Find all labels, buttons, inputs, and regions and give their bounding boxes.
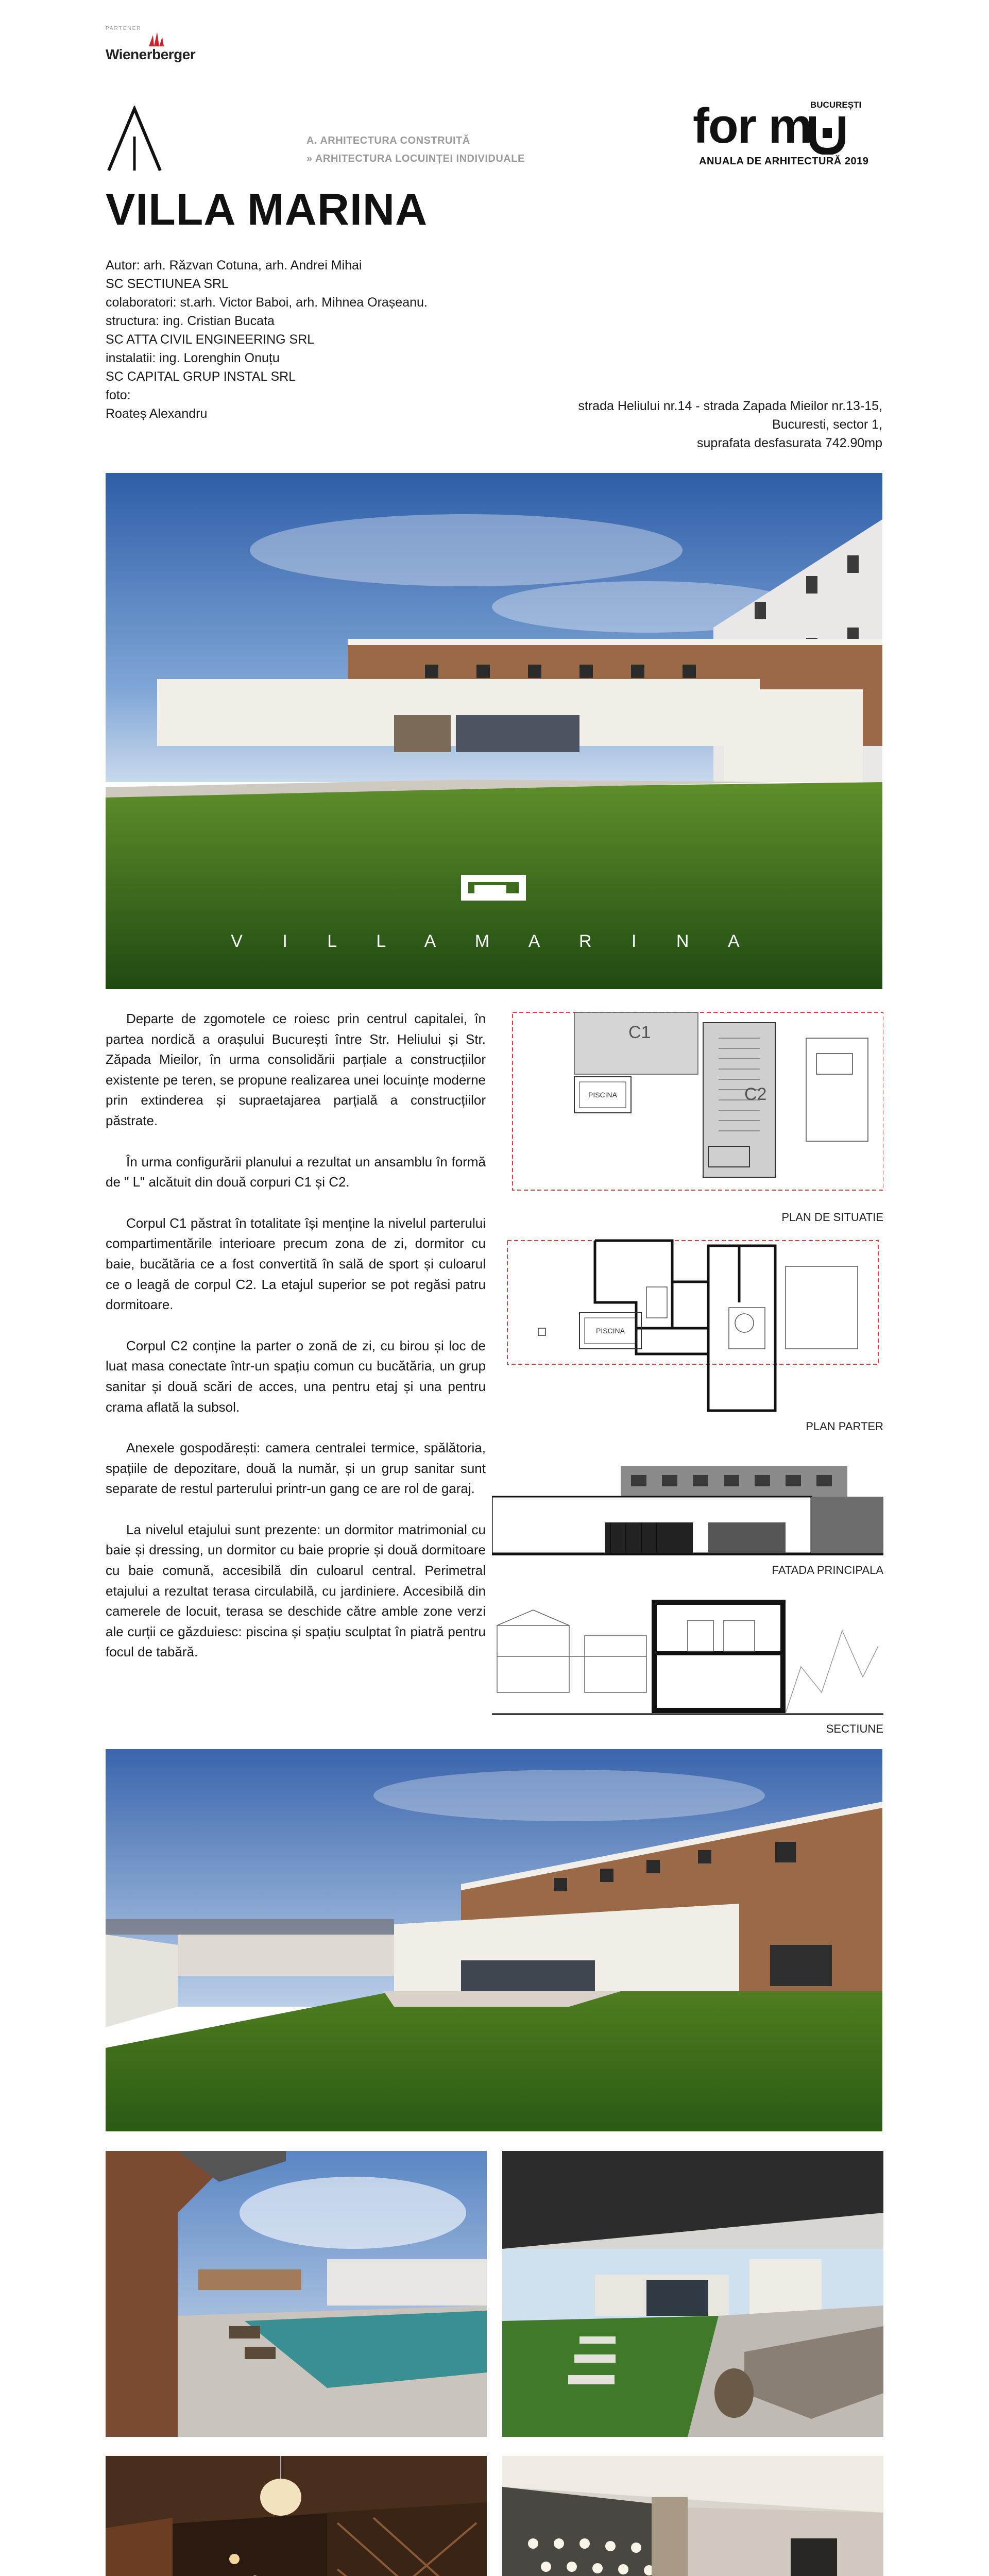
site-plan-drawing bbox=[502, 1007, 883, 1224]
facade-label: FATADA PRINCIPALA bbox=[772, 1564, 883, 1577]
site-c2-label: C2 bbox=[744, 1084, 767, 1104]
credit-line: colaboratori: st.arh. Victor Baboi, arh. Mihnea Orașeanu. bbox=[106, 295, 428, 310]
address-line: Bucuresti, sector 1, bbox=[772, 417, 882, 432]
address-line: suprafata desfasurata 742.90mp bbox=[697, 436, 882, 450]
credit-line: Roateș Alexandru bbox=[106, 406, 208, 421]
credit-line: structura: ing. Cristian Bucata bbox=[106, 314, 275, 328]
credits-block bbox=[106, 256, 518, 423]
facade-drawing bbox=[492, 1461, 883, 1584]
credit-line: instalatii: ing. Lorenghin Onuțu bbox=[106, 351, 280, 365]
site-plan-label: PLAN DE SITUATIE bbox=[781, 1211, 883, 1224]
address-line: strada Heliului nr.14 - strada Zapada Mieilor nr.13-15, bbox=[578, 399, 882, 413]
description-paragraph: La nivelul etajului sunt prezente: un dormitor matrimonial cu baie și dressing, un dormitor cu baie proprie și două dormitoare cu baie comună, accesibilă din culoarul central. Perimetral etajului a rezultat terasa circulabilă, cu jardiniere. Accesibilă din camerele de locuit, terasa se deschide către amble zone verzi ale curții ce găzduiesc: piscina și spațiu sculptat în piatră pentru focul de tabără. bbox=[106, 1521, 486, 1660]
description-paragraph: Corpul C1 păstrat în totalitate își menține la nivelul parterului compartimentările interioare precum zona de zi, dormitor cu baie, bucătăria ce a fost convertită în sală de sport și culoarul ce o leagă de corpul C2. La etajul superior se pot regăsi patru dormitoare. bbox=[106, 1215, 486, 1313]
sponsor-name: Wienerberger bbox=[106, 46, 196, 62]
description-paragraph: Anexele gospodărești: camera centralei termice, spălătoria, spațiile de depozitare, două la număr, și un grup sanitar sunt separate de restul parterului printr-un gang ce are rol de garaj. bbox=[106, 1440, 486, 1497]
sponsor-caption: PARTENER bbox=[106, 26, 142, 31]
description-paragraph: Departe de zgomotele ce roiesc prin centrul capitalei, în partea nordică a orașului București între Str. Heliului și Str. Zăpada Mieilor, în urma consolidării parțiale a construcțiilor existente pe teren, se propune realizarea unei locuințe moderne prin extinderea și supraetajarea parțială a construcțiilor păstrate. bbox=[106, 1011, 486, 1128]
hero-brand-text: V I L L A M A R I N A bbox=[231, 931, 757, 951]
forum-logo bbox=[693, 98, 883, 175]
hero-photo bbox=[106, 473, 882, 989]
pool-photo bbox=[106, 2151, 487, 2437]
wine-cellar-photo bbox=[106, 2456, 487, 2576]
credit-line: foto: bbox=[106, 388, 131, 402]
credit-line: Autor: arh. Răzvan Cotuna, arh. Andrei Mihai bbox=[106, 258, 362, 273]
credit-line: SC CAPITAL GRUP INSTAL SRL bbox=[106, 369, 296, 384]
description-paragraph: Corpul C2 conține la parter o zonă de zi, cu birou și loc de luat masa conectate într-un spațiu comun cu bucătăria, un grup sanitar și două scări de acces, una pentru etaj și una pentru crama aflată la subsol. bbox=[106, 1337, 486, 1415]
ground-floor-plan-label: PLAN PARTER bbox=[806, 1420, 883, 1433]
forum-word: for m bbox=[693, 98, 811, 154]
credit-line: SC SECTIUNEA SRL bbox=[106, 277, 229, 291]
description-paragraph: În urma configurării planului a rezultat un ansamblu în formă de " L" alcătuit din două corpuri C1 și C2. bbox=[106, 1154, 486, 1190]
exterior-photo bbox=[106, 1749, 882, 2131]
section-label: SECTIUNE bbox=[826, 1722, 883, 1735]
terrace-photo bbox=[502, 2151, 883, 2437]
forum-annual: ANUALA DE ARHITECTURĂ 2019 bbox=[699, 156, 869, 167]
forum-u-shield-icon bbox=[809, 113, 845, 155]
site-c1-label: C1 bbox=[628, 1023, 651, 1042]
section-a-logo-icon bbox=[106, 106, 163, 173]
wienerberger-roof-icon bbox=[147, 32, 164, 46]
interior-photo bbox=[502, 2456, 883, 2576]
project-title: VILLA MARINA bbox=[106, 185, 428, 234]
category-subtitle: » ARHITECTURA LOCUINȚEI INDIVIDUALE bbox=[306, 153, 525, 164]
forum-city: BUCUREȘTI bbox=[810, 100, 862, 110]
category-title: A. ARHITECTURA CONSTRUITĂ bbox=[306, 135, 470, 146]
section-drawing bbox=[492, 1589, 883, 1739]
ground-floor-plan-drawing bbox=[502, 1235, 883, 1442]
description-column bbox=[106, 1009, 486, 1683]
ground-pool-label: PISCINA bbox=[595, 1327, 625, 1335]
credit-line: SC ATTA CIVIL ENGINEERING SRL bbox=[106, 332, 315, 347]
address-block bbox=[470, 397, 882, 452]
site-pool-label: PISCINA bbox=[588, 1091, 618, 1099]
